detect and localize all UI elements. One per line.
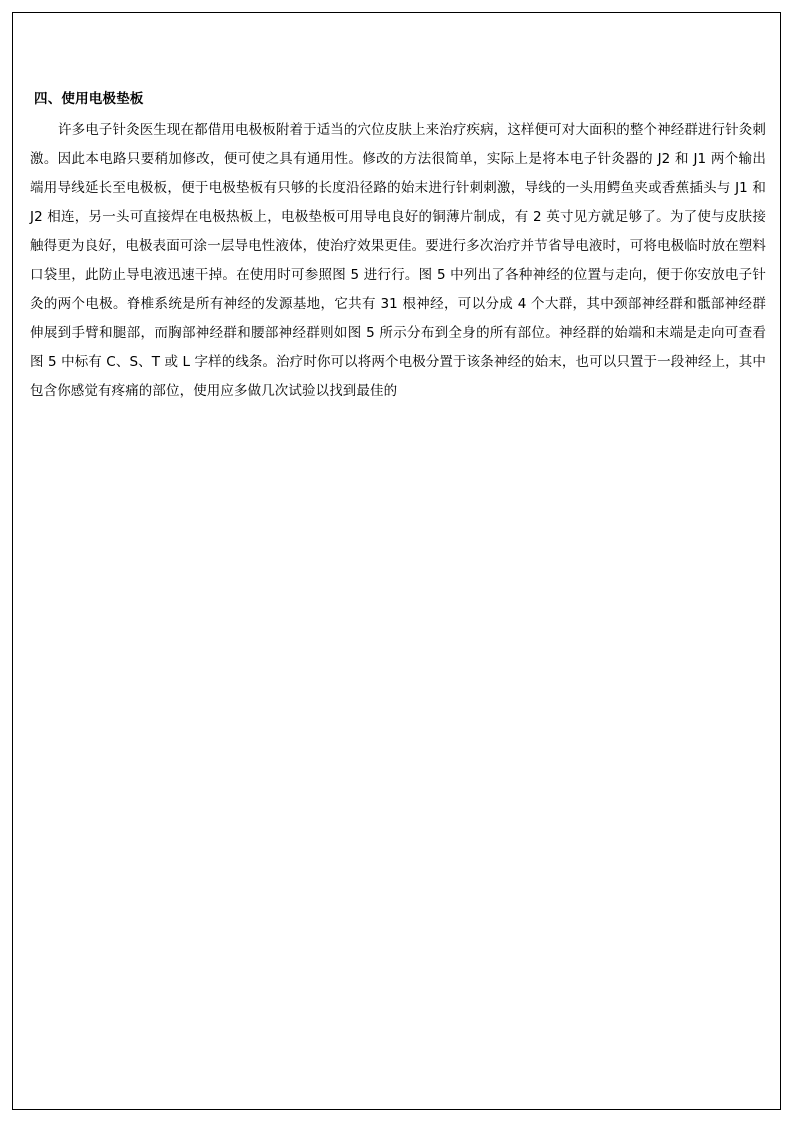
section-heading: 四、使用电极垫板 (34, 91, 144, 107)
body-paragraph: 许多电子针灸医生现在都借用电极板附着于适当的穴位皮肤上来治疗疾病，这样便可对大面积的整个神经群进行针灸刺激。因此本电路只要稍加修改，便可使之具有通用性。修改的方法很简单，实际上是将本电子针灸器的 J2 和 J1 两个输出端用导线延长至电极板，便于电极垫板有只够的长度沿径路的始末进行针刺刺激，导线的一头用鳄鱼夹或香蕉插头与 J1 和 J2 相连，另一头可直接焊在电极热板上，电极垫板可用导电良好的铜薄片制成，有 2 英寸见方就足够了。为了使与皮肤接触得更为良好，电极表面可涂一层导电性液体，使治疗效果更佳。要进行多次治疗并节省导电液时，可将电极临时放在塑料口袋里，此防止导电液迅速干掉。在使用时可参照图 5 进行行。图 5 中列出了各种神经的位置与走向，便于你安放电子针灸的两个电极。脊椎系统是所有神经的发源基地，它共有 31 根神经，可以分成 4 个大群，其中颈部神经群和骶部神经群伸展到手臂和腿部，而胸部神经群和腰部神经群则如图 5 所示分布到全身的所有部位。神经群的始端和末端是走向可查看图 5 中标有 C、S、T 或 L 字样的线条。治疗时你可以将两个电极分置于该条神经的始末，也可以只置于一段神经上，其中包含你感觉有疼痛的部位，使用应多做几次试验以找到最佳的 (30, 122, 766, 399)
document-content (30, 88, 766, 406)
